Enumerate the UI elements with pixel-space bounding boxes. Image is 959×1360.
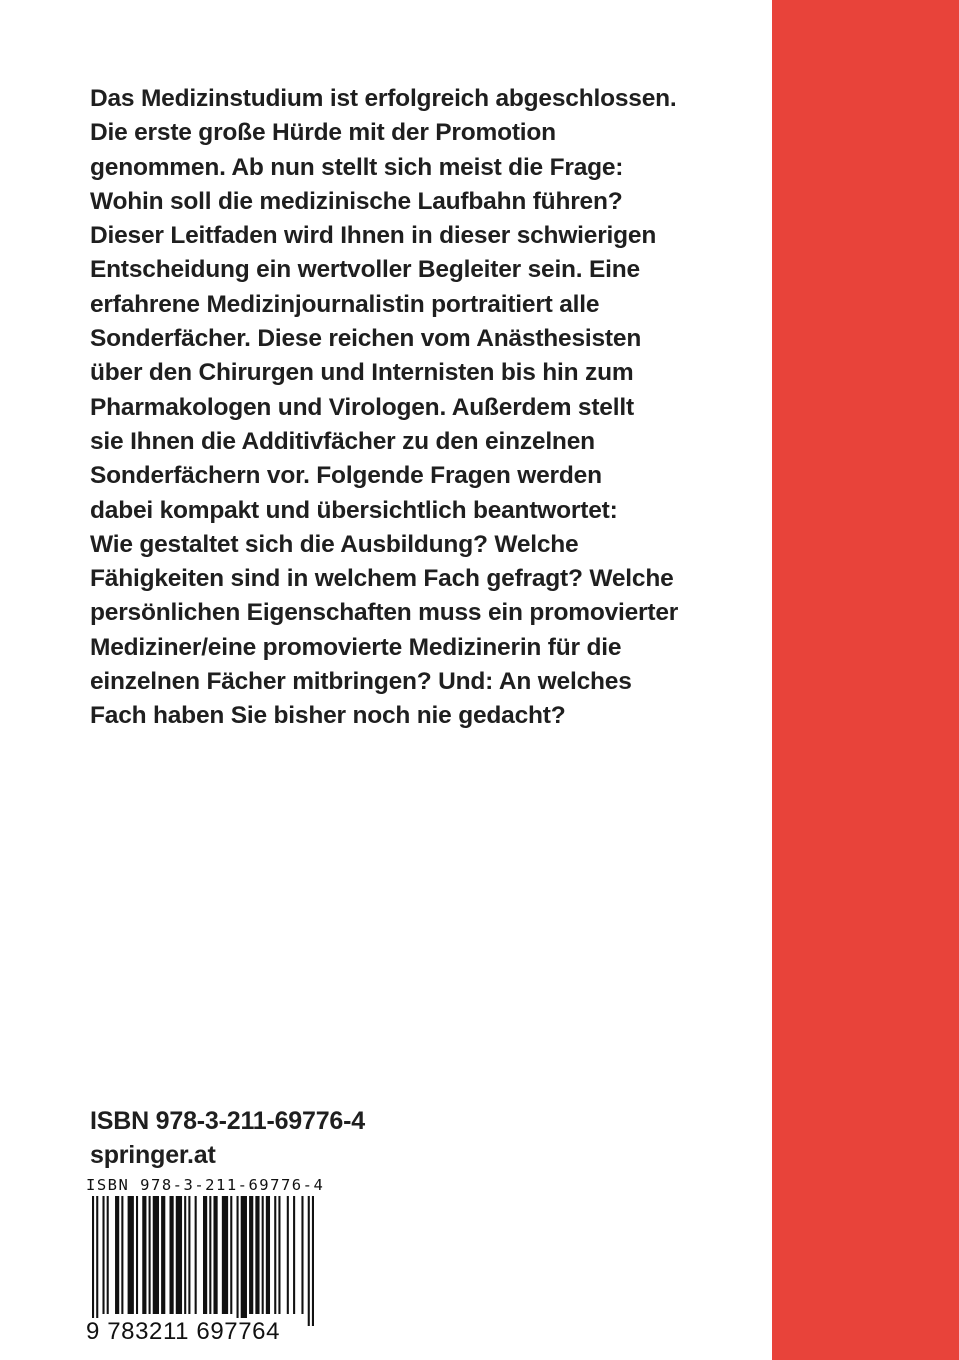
- barcode-bar: [169, 1196, 173, 1314]
- barcode-bar: [107, 1196, 109, 1314]
- blurb-line: Die erste große Hürde mit der Promotion: [90, 119, 556, 147]
- barcode-bar: [237, 1196, 239, 1326]
- barcode-isbn-text: ISBN 978-3-211-69776-4: [86, 1176, 325, 1194]
- barcode-bar: [230, 1196, 232, 1314]
- barcode-bar: [293, 1196, 295, 1314]
- barcode-bar: [102, 1196, 104, 1314]
- barcode-bar: [213, 1196, 217, 1314]
- barcode-bar: [312, 1196, 314, 1326]
- isbn-label: ISBN 978-3-211-69776-4: [90, 1107, 365, 1135]
- barcode-bar: [142, 1196, 146, 1314]
- barcode-bar: [308, 1196, 310, 1326]
- barcode-bar: [222, 1196, 228, 1314]
- blurb-line: sie Ihnen die Additivfächer zu den einzelnen: [90, 427, 595, 455]
- publisher-website: springer.at: [90, 1141, 216, 1169]
- barcode-bar: [287, 1196, 289, 1314]
- blurb-line: Wie gestaltet sich die Ausbildung? Welche: [90, 530, 579, 558]
- blurb-line: genommen. Ab nun stellt sich meist die Frage:: [90, 153, 624, 181]
- barcode-bar: [241, 1196, 247, 1326]
- barcode-bar: [249, 1196, 253, 1314]
- barcode-bar: [153, 1196, 159, 1314]
- barcode-bar: [115, 1196, 119, 1314]
- barcode-bar: [184, 1196, 186, 1314]
- barcode-digits: 9 783211 697764: [86, 1318, 281, 1345]
- barcode-bar: [203, 1196, 207, 1314]
- barcode-bar: [96, 1196, 98, 1326]
- barcode-bar: [209, 1196, 211, 1314]
- blurb-line: Sonderfächern vor. Folgende Fragen werden: [90, 462, 602, 490]
- barcode-bar: [92, 1196, 94, 1326]
- barcode-bar: [149, 1196, 151, 1314]
- barcode-bar: [161, 1196, 165, 1314]
- blurb-line: Sonderfächer. Diese reichen vom Anästhesisten: [90, 325, 642, 353]
- barcode-bar: [274, 1196, 276, 1314]
- barcode-bar: [136, 1196, 138, 1314]
- back-cover-blurb: [90, 82, 750, 734]
- barcode-bar: [128, 1196, 134, 1314]
- barcode-bar: [266, 1196, 270, 1314]
- blurb-line: Fach haben Sie bisher noch nie gedacht?: [90, 702, 566, 730]
- cover-color-band: [772, 0, 959, 1360]
- barcode-bar: [176, 1196, 182, 1314]
- barcode-bar: [188, 1196, 190, 1314]
- blurb-line: über den Chirurgen und Internisten bis hin zum: [90, 359, 634, 387]
- blurb-line: persönlichen Eigenschaften muss ein promovierter: [90, 599, 679, 627]
- blurb-line: erfahrene Medizinjournalistin portraitiert alle: [90, 290, 600, 318]
- blurb-line: dabei kompakt und übersichtlich beantwortet:: [90, 496, 618, 524]
- blurb-line: Mediziner/eine promovierte Medizinerin für die: [90, 633, 622, 661]
- barcode-bar: [301, 1196, 303, 1314]
- barcode-bar: [278, 1196, 280, 1314]
- barcode-bar: [262, 1196, 264, 1314]
- barcode-bar: [255, 1196, 259, 1314]
- barcode-bar: [121, 1196, 123, 1314]
- blurb-line: Entscheidung ein wertvoller Begleiter sein. Eine: [90, 256, 640, 284]
- blurb-line: Das Medizinstudium ist erfolgreich abgeschlossen.: [90, 85, 677, 112]
- blurb-line: Pharmakologen und Virologen. Außerdem stellt: [90, 393, 634, 421]
- blurb-line: Wohin soll die medizinische Laufbahn führen?: [90, 187, 623, 215]
- barcode-bars: [92, 1196, 314, 1326]
- blurb-line: einzelnen Fächer mitbringen? Und: An welches: [90, 668, 632, 696]
- blurb-line: Dieser Leitfaden wird Ihnen in dieser schwierigen: [90, 222, 657, 250]
- barcode-bar: [195, 1196, 197, 1314]
- blurb-line: Fähigkeiten sind in welchem Fach gefragt? Welche: [90, 565, 674, 593]
